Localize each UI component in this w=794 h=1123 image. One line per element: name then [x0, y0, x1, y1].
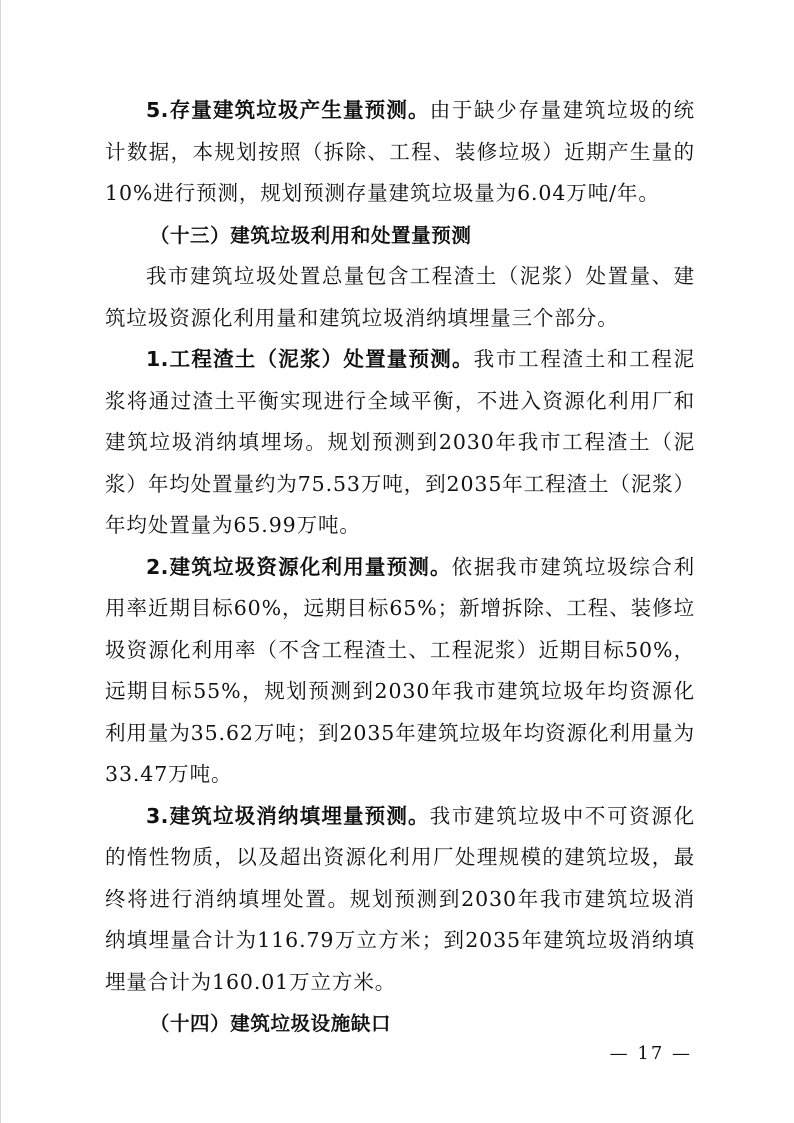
paragraph-text: 我市建筑垃圾中不可资源化的惰性物质，以及超出资源化利用厂处理规模的建筑垃圾，最终将进行消纳填埋处置。规划预测到2030年我市建筑垃圾消纳填埋量合计为116.79万立方米；到2035年建筑垃圾消纳填埋量合计为160.01万立方米。 — [105, 803, 695, 994]
paragraph-resource-utilization-forecast — [105, 547, 695, 796]
paragraph-text: 由于缺少存量建筑垃圾的统计数据，本规划按照（拆除、工程、装修垃圾）近期产生量的10%进行预测，规划预测存量建筑垃圾量为6.04万吨/年。 — [105, 98, 695, 205]
paragraph-lead: 3.建筑垃圾消纳填埋量预测。 — [146, 803, 430, 828]
paragraph-lead: 2.建筑垃圾资源化利用量预测。 — [146, 554, 452, 579]
paragraph-lead: 1.工程渣土（泥浆）处置量预测。 — [146, 347, 474, 371]
paragraph-disposal-total — [105, 256, 695, 339]
paragraph-text: 我市建筑垃圾处置总量包含工程渣土（泥浆）处置量、建筑垃圾资源化利用量和建筑垃圾消纳填埋量三个部分。 — [105, 264, 695, 330]
paragraph-existing-waste-forecast — [105, 90, 695, 215]
paragraph-landfill-forecast — [105, 796, 695, 1004]
paragraph-muck-disposal-forecast — [105, 339, 695, 547]
paragraph-text: 我市工程渣土和工程泥浆将通过渣土平衡实现进行全域平衡，不进入资源化利用厂和建筑垃圾消纳填埋场。规划预测到2030年我市工程渣土（泥浆）年均处置量约为75.53万吨，到2035年工程渣土（泥浆）年均处置量为65.99万吨。 — [105, 347, 696, 537]
paragraph-lead: 5.存量建筑垃圾产生量预测。 — [146, 98, 430, 122]
page-number: — 17 — — [609, 1043, 692, 1064]
document-body — [105, 90, 695, 1045]
section-heading-13: （十三）建筑垃圾利用和处置量预测 — [149, 223, 472, 247]
section-heading-14: （十四）建筑垃圾设施缺口 — [149, 1012, 392, 1035]
paragraph-text: 依据我市建筑垃圾综合利用率近期目标60%，远期目标65%；新增拆除、工程、装修垃圾资源化利用率（不含工程渣土、工程泥浆）近期目标50%，远期目标55%，规划预测到2030年我市建筑垃圾年均资源化利用量为35.62万吨；到2035年建筑垃圾年均资源化利用量为33.47万吨。 — [105, 554, 695, 786]
